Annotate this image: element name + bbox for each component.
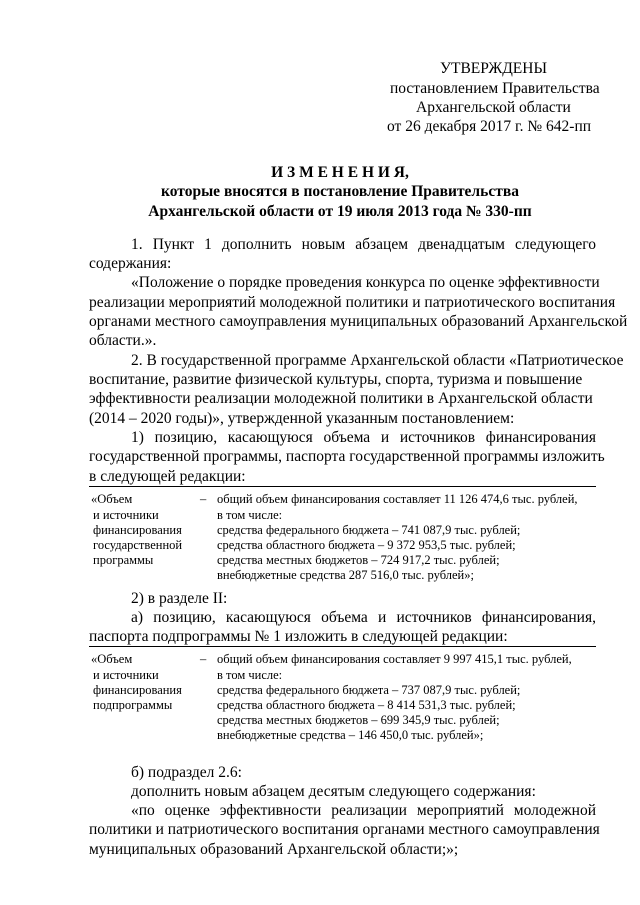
quote-line: «Положение о порядке проведения конкурса по оценке эффективности [131, 274, 600, 291]
quote-line: «по оценке эффективности реализации мероприятий молодежной [131, 802, 596, 819]
table-value: средства местных бюджетов – 724 917,2 тыс. рублей; [217, 553, 500, 567]
table-value: в том числе: [217, 508, 283, 522]
approval-line: постановлением Правительства [390, 80, 600, 97]
table-dash: – [200, 652, 207, 666]
table-dash: – [200, 492, 207, 506]
table-value: средства федерального бюджета – 741 087,9 тыс. рублей; [217, 523, 521, 537]
document-title: И З М Е Н Е Н И Я, [271, 164, 409, 181]
quote-line: политики и патриотического воспитания органами местного самоуправления [89, 821, 600, 838]
paragraph: б) подраздел 2.6: [131, 764, 242, 781]
paragraph: 2. В государственной программе Архангельской области «Патриотическое [131, 352, 624, 369]
document-subtitle: Архангельской области от 19 июля 2013 года № 330-пп [148, 203, 532, 220]
table-left-label: и источники [93, 668, 159, 682]
paragraph: государственной программы, паспорта государственной программы изложить [89, 448, 605, 465]
paragraph: 1) позицию, касающуюся объема и источников финансирования [131, 429, 596, 446]
paragraph: паспорта подпрограммы № 1 изложить в следующей редакции: [89, 628, 508, 645]
approval-line: Архангельской области [416, 99, 571, 116]
table-top-rule [89, 486, 596, 487]
quote-line: реализации мероприятий молодежной политики и патриотического воспитания [89, 294, 616, 311]
quote-line: органами местного самоуправления муниципальных образований Архангельской [89, 313, 628, 330]
table-value: средства областного бюджета – 8 414 531,3 тыс. рублей; [217, 698, 516, 712]
table-value: средства областного бюджета – 9 372 953,5 тыс. рублей; [217, 538, 516, 552]
quote-line: области.». [89, 332, 157, 349]
table-left-label: финансирования [93, 683, 182, 697]
table-left-label: государственной [93, 538, 183, 552]
table-top-rule [89, 646, 596, 647]
table-value: общий объем финансирования составляет 11 126 474,6 тыс. рублей, [217, 492, 578, 506]
paragraph: содержания: [89, 255, 172, 272]
table-value: общий объем финансирования составляет 9 997 415,1 тыс. рублей, [217, 652, 572, 666]
paragraph: (2014 – 2020 годы)», утвержденной указанным постановлением: [89, 410, 515, 427]
paragraph: воспитание, развитие физической культуры, спорта, туризма и повышение [89, 371, 583, 388]
table-left-label: программы [93, 553, 154, 567]
paragraph: в следующей редакции: [89, 468, 246, 485]
table-value: средства федерального бюджета – 737 087,9 тыс. рублей; [217, 683, 521, 697]
paragraph: а) позицию, касающуюся объема и источников финансирования, [131, 609, 596, 626]
paragraph: дополнить новым абзацем десятым следующего содержания: [131, 783, 536, 800]
paragraph: 1. Пункт 1 дополнить новым абзацем двенадцатым следующего [131, 236, 596, 253]
approval-date: от 26 декабря 2017 г. № 642-пп [387, 118, 592, 135]
table-left-label: «Объем [91, 652, 133, 666]
table-value: внебюджетные средства – 146 450,0 тыс. рублей»; [217, 728, 484, 742]
document-subtitle: которые вносятся в постановление Правительства [161, 183, 519, 200]
paragraph: эффективности реализации молодежной политики в Архангельской области [89, 390, 593, 407]
table-left-label: и источники [93, 508, 159, 522]
quote-line: муниципальных образований Архангельской области;»; [89, 841, 459, 858]
table-value: средства местных бюджетов – 699 345,9 тыс. рублей; [217, 713, 500, 727]
table-value: в том числе: [217, 668, 283, 682]
table-left-label: подпрограммы [93, 698, 173, 712]
table-value: внебюджетные средства 287 516,0 тыс. рублей»; [217, 568, 474, 582]
table-left-label: «Объем [91, 492, 133, 506]
paragraph: 2) в разделе II: [131, 590, 228, 607]
approval-title: УТВЕРЖДЕНЫ [440, 60, 547, 77]
table-left-label: финансирования [93, 523, 182, 537]
